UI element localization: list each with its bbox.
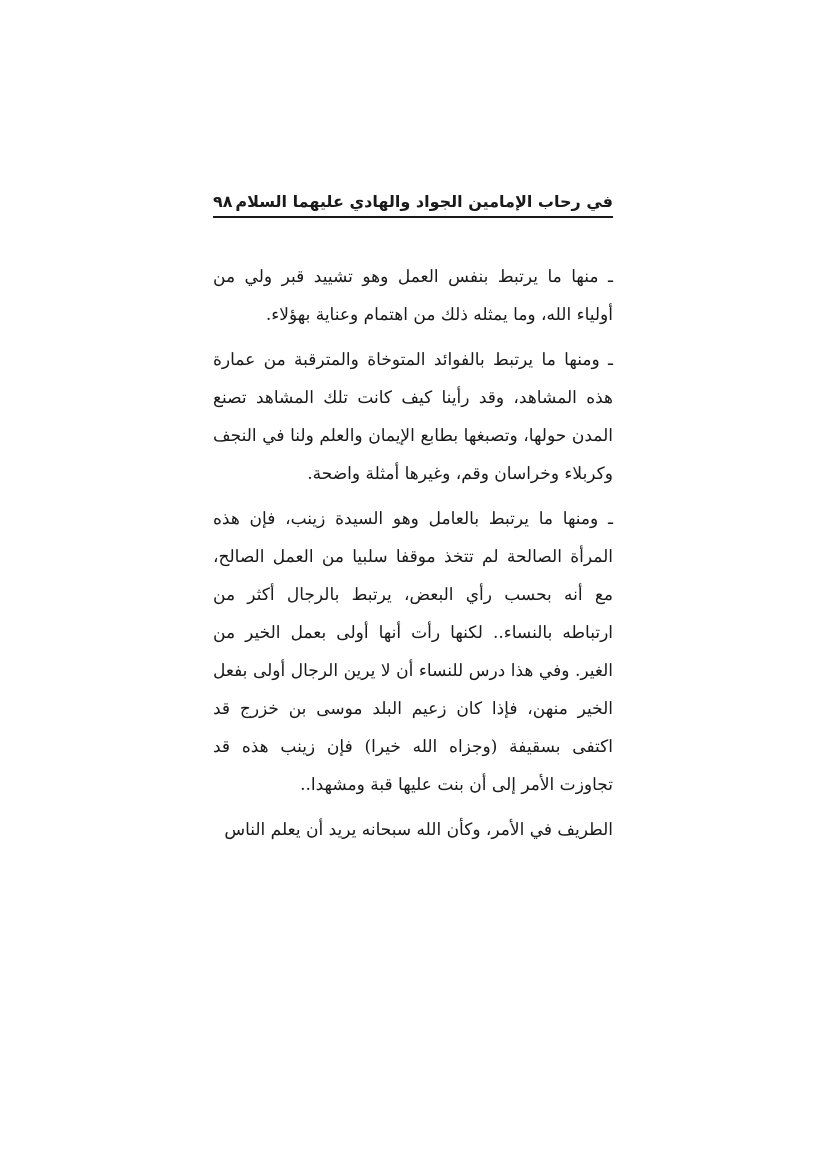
- running-header-title: في رحاب الإمامين الجواد والهادي عليهما السلام: [235, 192, 613, 211]
- body-text: [213, 258, 613, 856]
- paragraph-4: الطريف في الأمر، وكأن الله سبحانه يريد أن يعلم الناس: [224, 820, 613, 840]
- paragraph-1: ـ منها ما يرتبط بنفس العمل وهو تشييد قبر ولي من أولياء الله، وما يمثله ذلك من اهتمام وعناية بهؤلاء.: [213, 267, 613, 325]
- page-number: ٩٨: [213, 192, 233, 211]
- running-header: [213, 188, 613, 218]
- header-rule: [213, 216, 613, 218]
- paragraph-3: ـ ومنها ما يرتبط بالعامل وهو السيدة زينب، فإن هذه المرأة الصالحة لم تتخذ موقفا سلبيا من العمل الصالح، مع أنه بحسب رأي البعض، يرتبط بالرجال أكثر من ارتباطه بالنساء.. لكنها رأت أنها أولى بعمل الخير من الغير. وفي هذا درس للنساء أن لا يرين الرجال أولى بفعل الخير منهن، فإذا كان زعيم البلد موسى بن خزرج قد اكتفى بسقيفة (وجزاه الله خيرا) فإن زينب هذه قد تجاوزت الأمر إلى أن بنت عليها قبة ومشهدا..: [213, 509, 613, 795]
- paragraph-2: ـ ومنها ما يرتبط بالفوائد المتوخاة والمترقبة من عمارة هذه المشاهد، وقد رأينا كيف كانت تلك المشاهد تصنع المدن حولها، وتصبغها بطابع الإيمان والعلم ولنا في النجف وكربلاء وخراسان وقم، وغيرها أمثلة واضحة.: [213, 350, 613, 484]
- book-page: [213, 188, 613, 908]
